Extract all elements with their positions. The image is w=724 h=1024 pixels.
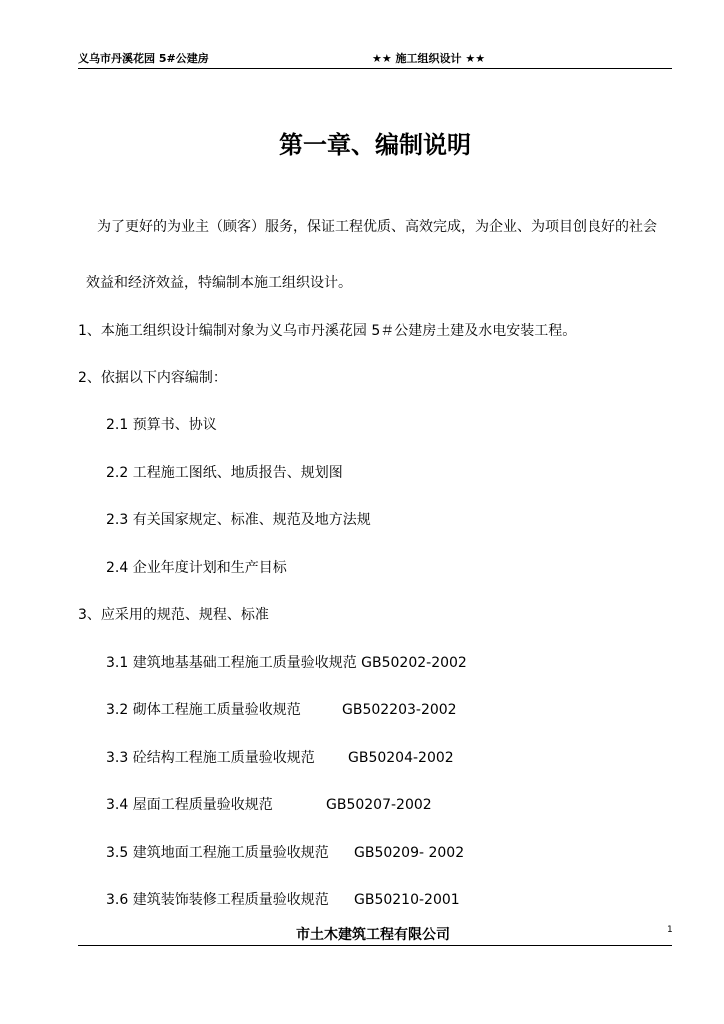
standard-label: 3.3 砼结构工程施工质量验收规范 — [106, 750, 315, 766]
footer-divider — [78, 945, 672, 946]
item-3-heading: 3、应采用的规范、规程、标准 — [78, 607, 269, 623]
standard-code: GB502203-2002 — [342, 702, 457, 718]
standard-label: 3.6 建筑装饰装修工程质量验收规范 — [106, 892, 329, 908]
standard-code: GB50209- 2002 — [354, 845, 465, 861]
header-project-name: 义乌市丹溪花园 5#公建房 — [78, 52, 209, 65]
intro-paragraph-line-1: 为了更好的为业主（顾客）服务，保证工程优质、高效完成，为企业、为项目创良好的社会 — [97, 219, 657, 235]
intro-paragraph-line-2: 效益和经济效益，特编制本施工组织设计。 — [86, 275, 352, 291]
chapter-title: 第一章、编制说明 — [279, 131, 471, 159]
item-2-subitem: 2.2 工程施工图纸、地质报告、规划图 — [106, 465, 343, 481]
standard-label: 3.5 建筑地面工程施工质量验收规范 — [106, 845, 329, 861]
standard-code: GB50204-2002 — [348, 750, 454, 766]
standard-code: GB50210-2001 — [354, 892, 460, 908]
header-document-title: ★★ 施工组织设计 ★★ — [372, 52, 486, 65]
item-2-heading: 2、依据以下内容编制： — [78, 370, 227, 386]
item-2-subitem: 2.3 有关国家规定、标准、规范及地方法规 — [106, 512, 371, 528]
standard-label: 3.4 屋面工程质量验收规范 — [106, 797, 273, 813]
page-number: 1 — [667, 925, 673, 935]
footer-company-name: 市土木建筑工程有限公司 — [296, 927, 450, 943]
item-1-text: 1、本施工组织设计编制对象为义乌市丹溪花园 5＃公建房土建及水电安装工程。 — [78, 323, 577, 339]
standard-label: 3.2 砌体工程施工质量验收规范 — [106, 702, 301, 718]
item-2-subitem: 2.1 预算书、协议 — [106, 417, 217, 433]
standard-label: 3.1 建筑地基基础工程施工质量验收规范 GB50202-2002 — [106, 655, 467, 671]
header-divider — [78, 68, 672, 69]
standard-code: GB50207-2002 — [326, 797, 432, 813]
item-2-subitem: 2.4 企业年度计划和生产目标 — [106, 560, 287, 576]
